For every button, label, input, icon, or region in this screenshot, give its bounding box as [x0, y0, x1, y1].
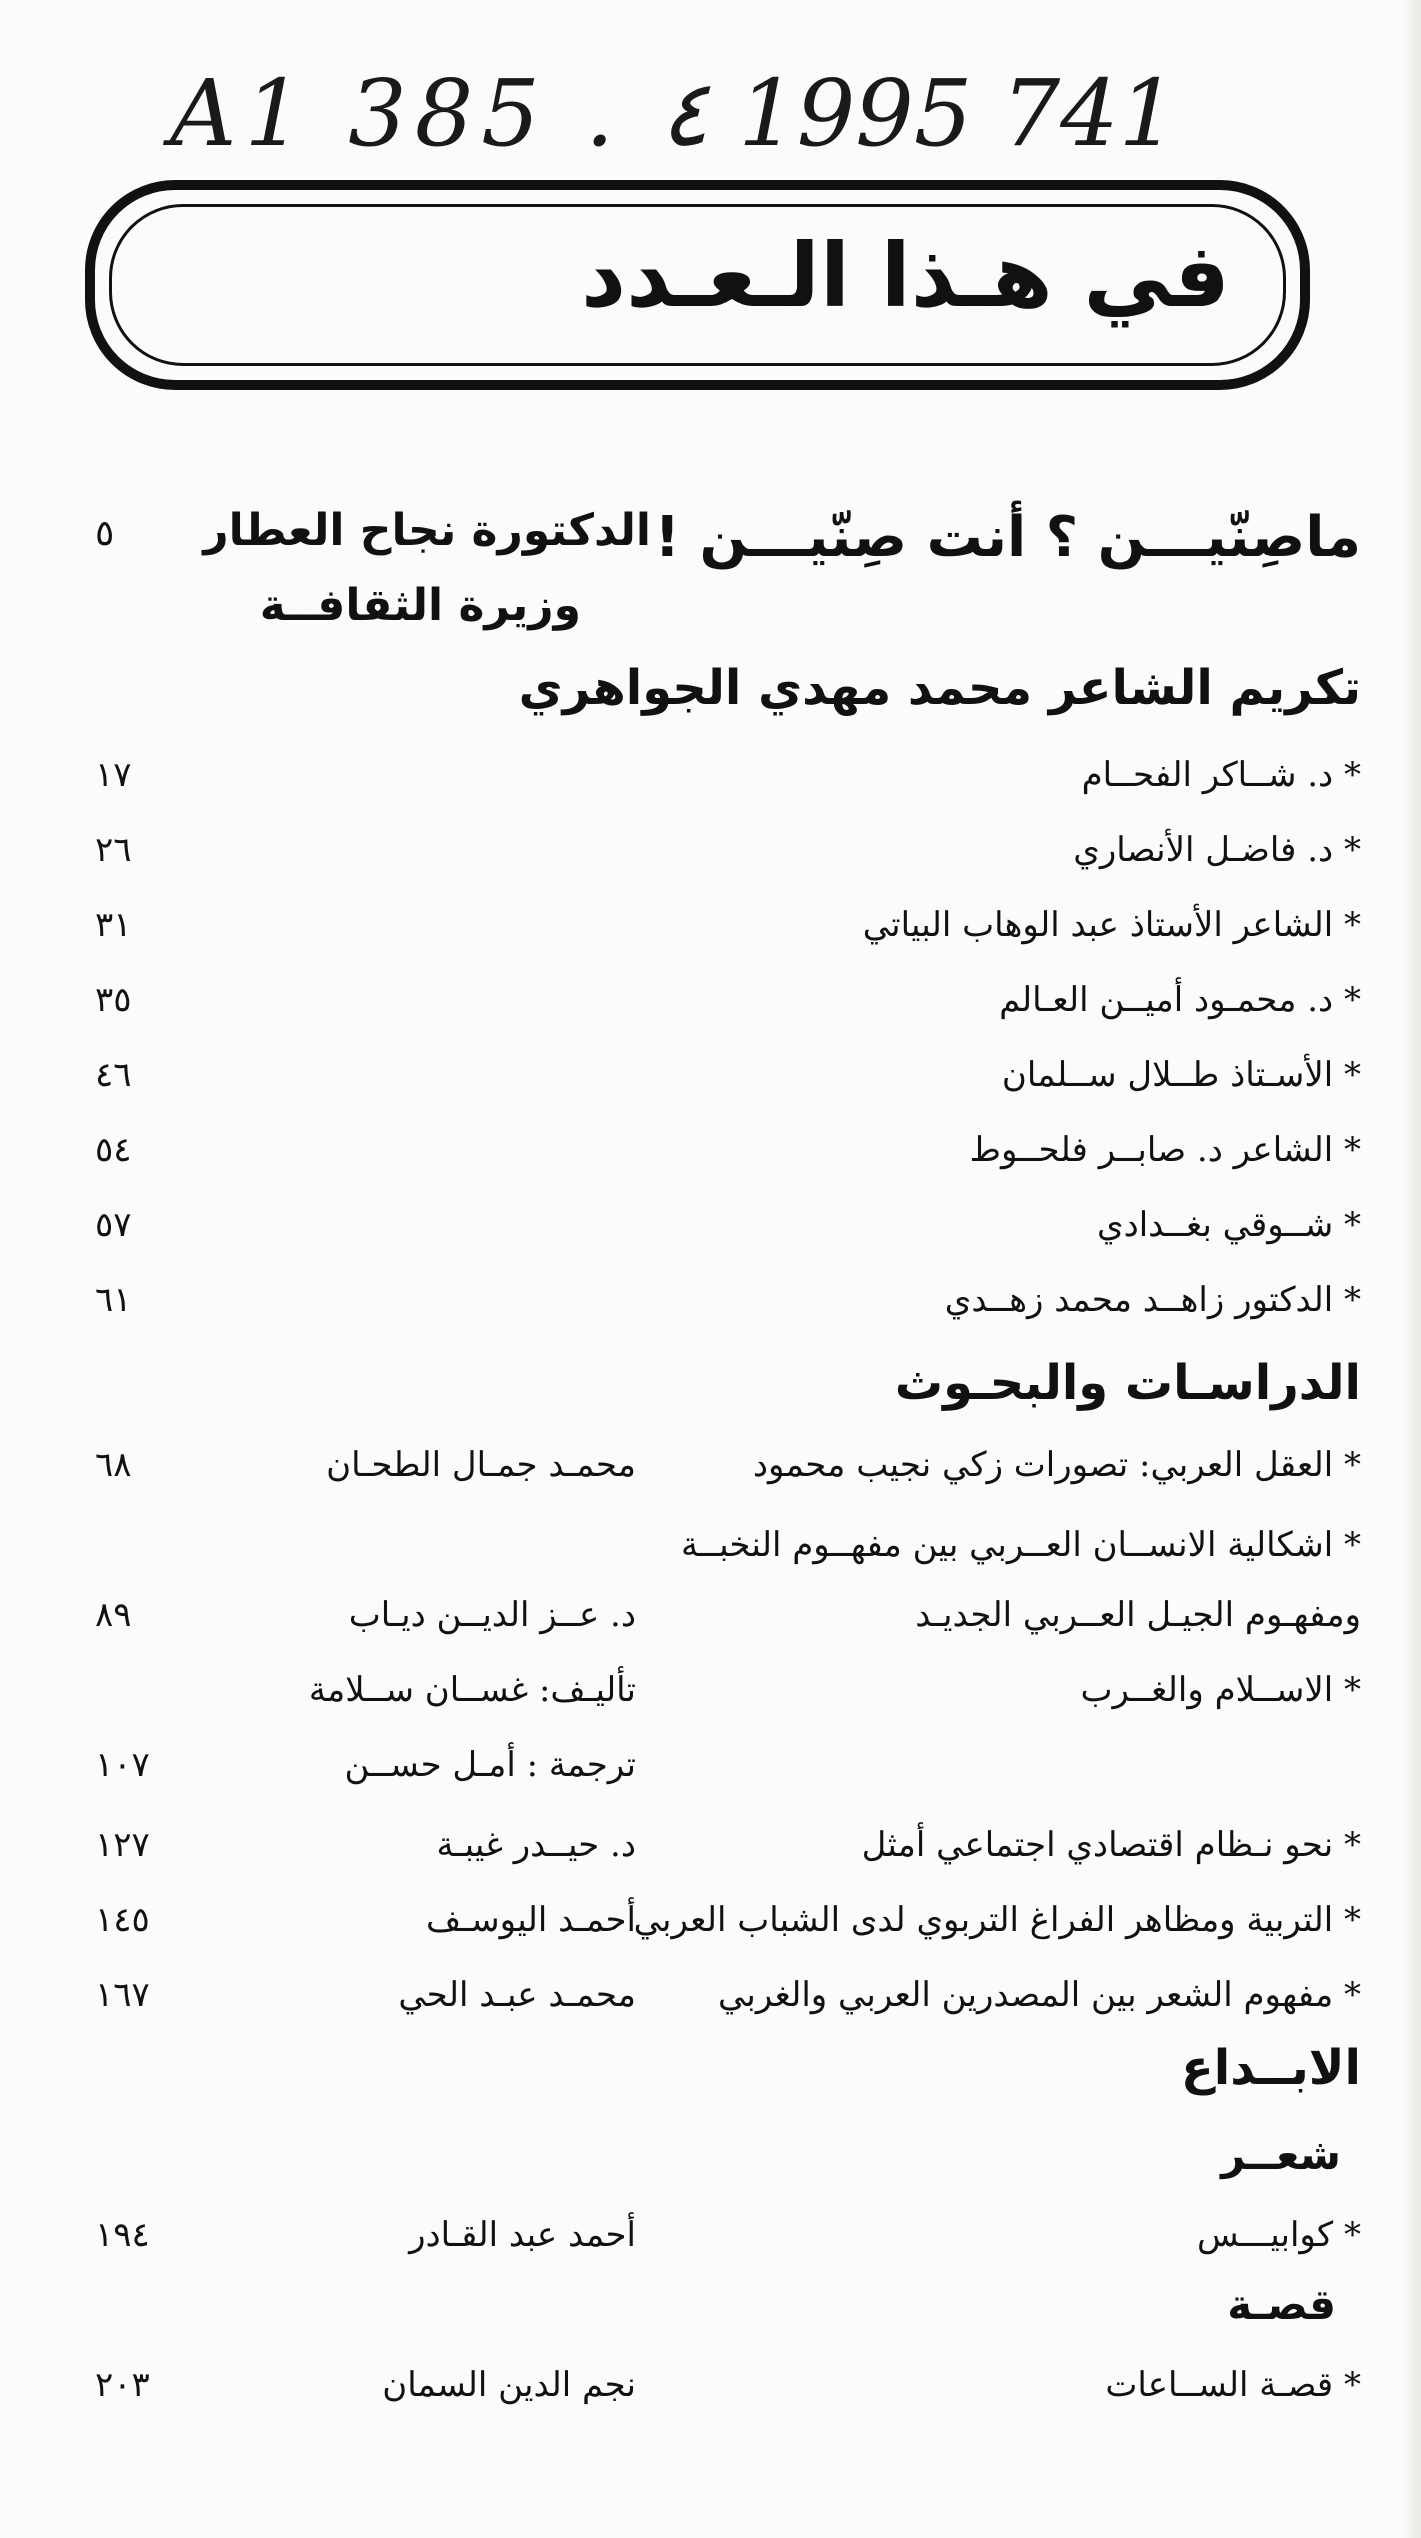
- entry-title: * د. شــاكر الفحــام: [1081, 755, 1361, 795]
- toc-entry[interactable]: [0, 755, 1421, 795]
- toc-entry[interactable]: [0, 1825, 1421, 1865]
- headline-title: ماصِنّيـــن ؟ أنت صِنّيـــن !: [654, 505, 1361, 570]
- toc-entry[interactable]: [0, 1055, 1421, 1095]
- toc-entry[interactable]: [0, 1525, 1421, 1565]
- page-edge-shadow: [1403, 0, 1421, 2538]
- entry-author: محمـد عبـد الحي: [398, 1975, 636, 2015]
- toc-entry[interactable]: [0, 1900, 1421, 1940]
- entry-author: د. حيــدر غيبـة: [436, 1825, 636, 1865]
- entry-page: ٣١: [95, 905, 132, 945]
- entry-title: * نحو نـظام اقتصادي اجتماعي أمثل: [861, 1825, 1361, 1865]
- entry-page: ٢٦: [95, 830, 132, 870]
- handwritten-catalog-code: A1 385 . ٤ 1995 741: [170, 60, 1178, 167]
- toc-entry[interactable]: [0, 905, 1421, 945]
- toc-entry[interactable]: [0, 2365, 1421, 2405]
- entry-page: ٦١: [95, 1280, 132, 1320]
- entry-author: نجم الدين السمان: [382, 2365, 636, 2405]
- entry-author: أحمـد اليوسـف: [425, 1900, 636, 1940]
- toc-entry-headline[interactable]: [0, 505, 1421, 570]
- entry-page: ٥٧: [95, 1205, 132, 1245]
- entry-title: * الشاعر د. صابــر فلحــوط: [969, 1130, 1361, 1170]
- toc-entry[interactable]: [0, 830, 1421, 870]
- entry-title: * الشاعر الأستاذ عبد الوهاب البياتي: [862, 905, 1361, 945]
- toc-entry[interactable]: [0, 1280, 1421, 1320]
- toc-entry[interactable]: [0, 1670, 1421, 1710]
- entry-page: ١٠٧: [95, 1745, 150, 1785]
- entry-author: محمـد جمـال الطحـان: [326, 1445, 636, 1485]
- entry-page: ١٤٥: [95, 1900, 150, 1940]
- entry-title: * د. محمـود أميــن العـالم: [999, 980, 1361, 1020]
- entry-page: ٤٦: [95, 1055, 132, 1095]
- toc-entry[interactable]: [0, 2215, 1421, 2255]
- entry-title: * الدكتور زاهــد محمد زهــدي: [944, 1280, 1361, 1320]
- entry-title: * العقل العربي: تصورات زكي نجيب محمود: [752, 1445, 1361, 1485]
- headline-page: ٥: [95, 513, 115, 554]
- entry-author: أحمد عبد القـادر: [409, 2215, 636, 2255]
- entry-author: تأليـف: غســان ســلامة: [308, 1670, 636, 1710]
- entry-page: ٨٩: [95, 1595, 132, 1635]
- entry-title: * د. فاضـل الأنصاري: [1073, 830, 1361, 870]
- toc-entry[interactable]: [0, 1975, 1421, 2015]
- entry-page: ٦٨: [95, 1445, 132, 1485]
- entry-title-continued: ومفهـوم الجيـل العــربي الجديـد: [915, 1595, 1361, 1635]
- entry-title: * شــوقي بغــدادي: [1096, 1205, 1361, 1245]
- page-title: في هـذا الـعـدد: [580, 224, 1230, 327]
- entry-author: د. عــز الديــن ديـاب: [348, 1595, 636, 1635]
- entry-title: * اشكالية الانســان العــربي بين مفهــوم النخبــة: [681, 1525, 1361, 1565]
- toc-entry[interactable]: [0, 1130, 1421, 1170]
- section-heading-studies: الدراسـات والبحـوث: [894, 1355, 1361, 1411]
- section-heading-tribute: تكريم الشاعر محمد مهدي الجواهري: [518, 660, 1361, 716]
- entry-title: * كوابيـــس: [1197, 2215, 1361, 2255]
- entry-title: * التربية ومظاهر الفراغ التربوي لدى الشباب العربي: [633, 1900, 1361, 1940]
- headline-author: الدكتورة نجاح العطار: [203, 505, 651, 556]
- entry-page: ١٦٧: [95, 1975, 150, 2015]
- entry-page: ١٧: [95, 755, 132, 795]
- subheading-poetry: شعــر: [1221, 2130, 1341, 2179]
- subheading-story: قصـة: [1227, 2280, 1336, 2329]
- entry-page: ٥٤: [95, 1130, 132, 1170]
- toc-entry[interactable]: [0, 1205, 1421, 1245]
- entry-page: ٢٠٣: [95, 2365, 150, 2405]
- toc-entry[interactable]: [0, 980, 1421, 1020]
- entry-title: * الاســلام والغــرب: [1080, 1670, 1361, 1710]
- entry-title: * قصـة الســاعات: [1105, 2365, 1361, 2405]
- headline-author-role: وزيرة الثقافــة: [259, 580, 581, 631]
- toc-entry[interactable]: [0, 1445, 1421, 1485]
- entry-page: ١٢٧: [95, 1825, 150, 1865]
- entry-page: ٣٥: [95, 980, 132, 1020]
- title-frame: [85, 180, 1310, 390]
- entry-title: * الأسـتاذ طــلال ســلمان: [1001, 1055, 1361, 1095]
- entry-page: ١٩٤: [95, 2215, 150, 2255]
- entry-translator: ترجمة : أمـل حســن: [344, 1745, 636, 1785]
- section-heading-creativity: الابــداع: [1181, 2040, 1361, 2096]
- entry-title: * مفهوم الشعر بين المصدرين العربي والغربي: [718, 1975, 1361, 2015]
